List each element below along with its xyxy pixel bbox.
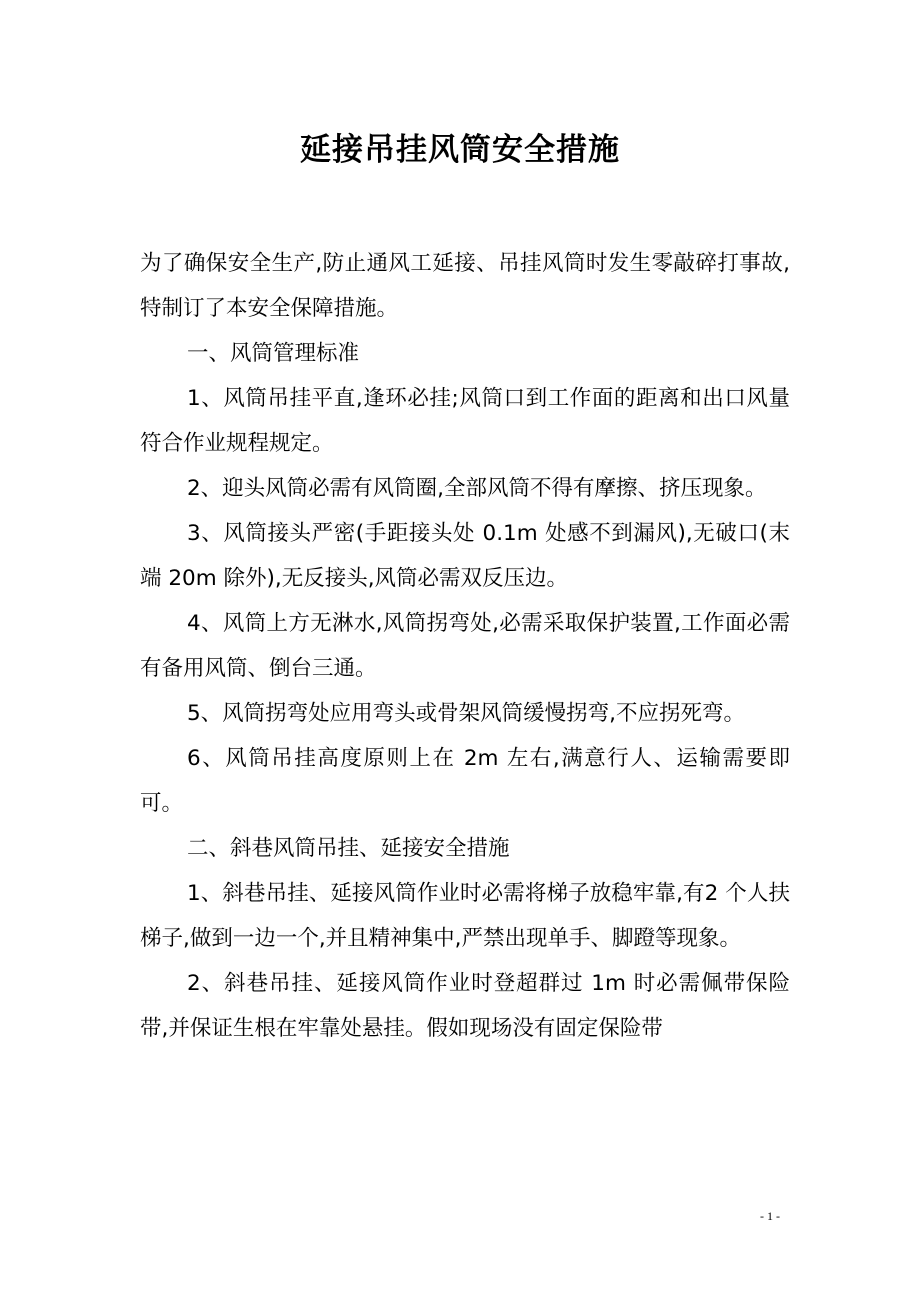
list-item: 2、迎头风筒必需有风筒圈,全部风筒不得有摩擦、挤压现象。 [187,476,767,501]
list-item: 1、斜巷吊挂、延接风筒作业时必需将梯子放稳牢靠,有2 个人扶梯子,做到一边一个,并且精神集中,严禁出现单手、脚蹬等现象。 [140,881,790,951]
list-item: 2、斜巷吊挂、延接风筒作业时登超群过 1m 时必需佩带保险带,并保证生根在牢靠处悬挂。假如现场没有固定保险带 [140,971,790,1041]
intro-paragraph: 为了确保安全生产,防止通风工延接、吊挂风筒时发生零敲碎打事故,特制订了本安全保障措施。 [140,251,790,321]
section-heading-2: 二、斜巷风筒吊挂、延接安全措施 [187,836,510,861]
document-title: 延接吊挂风筒安全措施 [300,132,620,168]
list-item: 3、风筒接头严密(手距接头处 0.1m 处感不到漏风),无破口(末端 20m 除外),无反接头,风筒必需双反压边。 [140,521,790,591]
page-number: - 1 - [760,1209,780,1223]
section-heading-1: 一、风筒管理标准 [187,341,360,366]
list-item: 1、风筒吊挂平直,逢环必挂;风筒口到工作面的距离和出口风量符合作业规程规定。 [140,386,790,456]
document-body [140,241,790,1051]
list-item: 5、风筒拐弯处应用弯头或骨架风筒缓慢拐弯,不应拐死弯。 [187,701,746,726]
list-item: 4、风筒上方无淋水,风筒拐弯处,必需采取保护装置,工作面必需有备用风筒、倒台三通。 [140,611,790,681]
list-item: 6、风筒吊挂高度原则上在 2m 左右,满意行人、运输需要即可。 [140,746,790,816]
